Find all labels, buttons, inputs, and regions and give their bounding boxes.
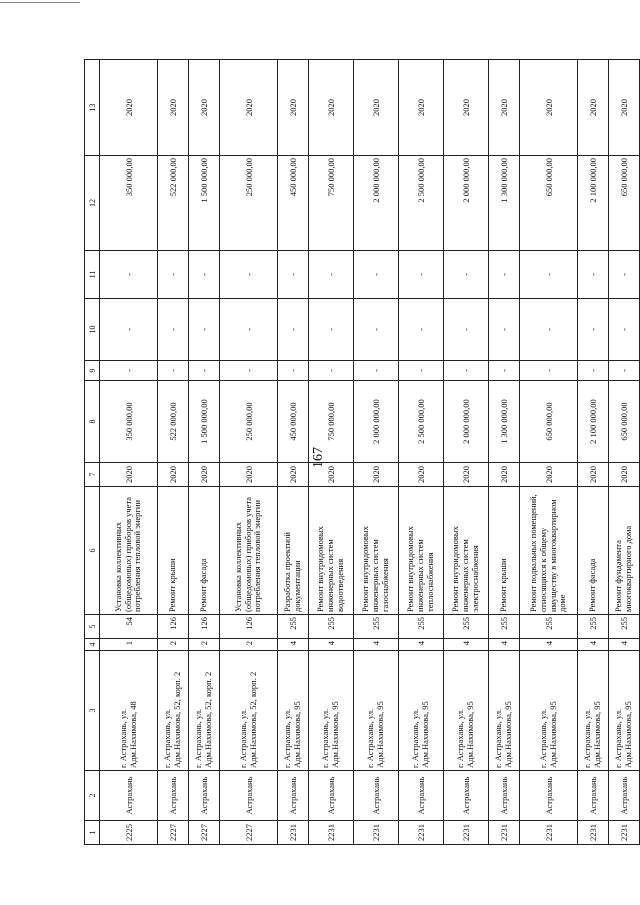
cell-col13-year: 2020 bbox=[489, 60, 520, 156]
cell-col5: 255 bbox=[578, 615, 609, 639]
cell-city: Астрахань bbox=[278, 771, 309, 821]
cell-col13-year: 2020 bbox=[158, 60, 189, 156]
cell-work-type: Ремонт внутридомовых инженерных систем теплоснабжения bbox=[399, 487, 444, 615]
cell-id: 2227 bbox=[158, 821, 189, 845]
cell-col10: - bbox=[278, 299, 309, 361]
cell-col4: 4 bbox=[489, 639, 520, 651]
cell-col12-cost: 1 300 000,00 bbox=[489, 156, 520, 251]
cell-year: 2020 bbox=[278, 463, 309, 487]
table-row bbox=[609, 60, 640, 845]
table-row bbox=[220, 60, 278, 845]
cell-id: 2231 bbox=[278, 821, 309, 845]
page-number: 167 bbox=[311, 447, 326, 468]
table-row bbox=[189, 60, 220, 845]
cell-col5: 255 bbox=[399, 615, 444, 639]
cell-address: г. Астрахань, ул. Адм.Нахимова, 95 bbox=[399, 651, 444, 771]
cell-col5: 255 bbox=[609, 615, 640, 639]
cell-year: 2020 bbox=[578, 463, 609, 487]
cell-city: Астрахань bbox=[220, 771, 278, 821]
cell-col11: - bbox=[578, 251, 609, 299]
cell-city: Астрахань bbox=[609, 771, 640, 821]
cell-col5: 54 bbox=[100, 615, 158, 639]
cell-col5: 255 bbox=[489, 615, 520, 639]
cell-col4: 4 bbox=[309, 639, 354, 651]
cell-work-type: Ремонт внутридомовых инженерных систем газоснабжения bbox=[354, 487, 399, 615]
cell-col11: - bbox=[444, 251, 489, 299]
cell-col11: - bbox=[100, 251, 158, 299]
cell-col4: 4 bbox=[520, 639, 578, 651]
cell-id: 2231 bbox=[520, 821, 578, 845]
cell-address: г. Астрахань, ул. Адм.Нахимова, 95 bbox=[444, 651, 489, 771]
cell-col4: 4 bbox=[578, 639, 609, 651]
cell-col11: - bbox=[158, 251, 189, 299]
table-row bbox=[309, 60, 354, 845]
cell-col13-year: 2020 bbox=[609, 60, 640, 156]
cell-col5: 255 bbox=[278, 615, 309, 639]
cell-id: 2225 bbox=[100, 821, 158, 845]
cell-col11: - bbox=[609, 251, 640, 299]
cell-city: Астрахань bbox=[489, 771, 520, 821]
cell-year: 2020 bbox=[100, 463, 158, 487]
cell-col10: - bbox=[489, 299, 520, 361]
cell-address: г. Астрахань, ул. Адм.Нахимова, 95 bbox=[609, 651, 640, 771]
table-body bbox=[100, 60, 640, 845]
cell-col11: - bbox=[489, 251, 520, 299]
cell-col9: - bbox=[354, 361, 399, 381]
cell-col10: - bbox=[309, 299, 354, 361]
cell-work-type: Разработка проектной документации bbox=[278, 487, 309, 615]
cell-id: 2231 bbox=[444, 821, 489, 845]
column-number-3: 3 bbox=[85, 651, 100, 771]
cell-city: Астрахань bbox=[354, 771, 399, 821]
cell-address: г. Астрахань, ул. Адм.Нахимова, 52, корп. 2 bbox=[158, 651, 189, 771]
top-rule bbox=[0, 2, 80, 3]
cell-col5: 126 bbox=[189, 615, 220, 639]
cell-city: Астрахань bbox=[158, 771, 189, 821]
cell-total-cost: 650 000,00 bbox=[609, 381, 640, 463]
cell-col4: 4 bbox=[444, 639, 489, 651]
cell-total-cost: 650 000,00 bbox=[520, 381, 578, 463]
cell-total-cost: 2 000 000,00 bbox=[444, 381, 489, 463]
cell-year: 2020 bbox=[489, 463, 520, 487]
cell-col9: - bbox=[578, 361, 609, 381]
cell-col9: - bbox=[189, 361, 220, 381]
cell-year: 2020 bbox=[444, 463, 489, 487]
cell-col4: 2 bbox=[220, 639, 278, 651]
cell-work-type: Ремонт фундамента многоквартирного дома bbox=[609, 487, 640, 615]
repair-program-table bbox=[84, 59, 640, 845]
column-number-8: 8 bbox=[85, 381, 100, 463]
table-row bbox=[578, 60, 609, 845]
cell-address: г. Астрахань, ул. Адм.Нахимова, 95 bbox=[578, 651, 609, 771]
table-row bbox=[158, 60, 189, 845]
cell-work-type: Ремонт внутридомовых инженерных систем электроснабжения bbox=[444, 487, 489, 615]
cell-year: 2020 bbox=[309, 463, 354, 487]
cell-col9: - bbox=[489, 361, 520, 381]
cell-col13-year: 2020 bbox=[354, 60, 399, 156]
cell-total-cost: 2 500 000,00 bbox=[399, 381, 444, 463]
cell-address: г. Астрахань, ул. Адм.Нахимова, 95 bbox=[309, 651, 354, 771]
cell-col4: 4 bbox=[278, 639, 309, 651]
column-number-row bbox=[85, 60, 100, 845]
cell-address: г. Астрахань, ул. Адм.Нахимова, 52, корп. 2 bbox=[189, 651, 220, 771]
cell-address: г. Астрахань, ул. Адм.Нахимова, 95 bbox=[520, 651, 578, 771]
cell-id: 2231 bbox=[354, 821, 399, 845]
cell-col11: - bbox=[309, 251, 354, 299]
cell-city: Астрахань bbox=[309, 771, 354, 821]
cell-col9: - bbox=[278, 361, 309, 381]
cell-id: 2231 bbox=[489, 821, 520, 845]
cell-total-cost: 750 000,00 bbox=[309, 381, 354, 463]
cell-col10: - bbox=[609, 299, 640, 361]
column-number-5: 5 bbox=[85, 615, 100, 639]
cell-total-cost: 522 000,00 bbox=[158, 381, 189, 463]
cell-col10: - bbox=[354, 299, 399, 361]
cell-col12-cost: 450 000,00 bbox=[278, 156, 309, 251]
cell-total-cost: 350 000,00 bbox=[100, 381, 158, 463]
cell-col12-cost: 522 000,00 bbox=[158, 156, 189, 251]
cell-col13-year: 2020 bbox=[399, 60, 444, 156]
table-row bbox=[444, 60, 489, 845]
cell-col13-year: 2020 bbox=[578, 60, 609, 156]
cell-work-type: Ремонт внутридомовых инженерных систем водоотведения bbox=[309, 487, 354, 615]
cell-col9: - bbox=[100, 361, 158, 381]
table-row bbox=[489, 60, 520, 845]
cell-address: г. Астрахань, ул. Адм.Нахимова, 48 bbox=[100, 651, 158, 771]
cell-col12-cost: 1 500 000,00 bbox=[189, 156, 220, 251]
rotated-table-container bbox=[84, 60, 633, 845]
cell-id: 2231 bbox=[399, 821, 444, 845]
cell-year: 2020 bbox=[520, 463, 578, 487]
cell-col10: - bbox=[444, 299, 489, 361]
table-row bbox=[100, 60, 158, 845]
column-number-9: 9 bbox=[85, 361, 100, 381]
column-number-1: 1 bbox=[85, 821, 100, 845]
cell-total-cost: 250 000,00 bbox=[220, 381, 278, 463]
cell-year: 2020 bbox=[220, 463, 278, 487]
cell-col11: - bbox=[399, 251, 444, 299]
cell-col9: - bbox=[444, 361, 489, 381]
cell-col12-cost: 350 000,00 bbox=[100, 156, 158, 251]
cell-col11: - bbox=[354, 251, 399, 299]
cell-id: 2231 bbox=[578, 821, 609, 845]
cell-col4: 2 bbox=[158, 639, 189, 651]
cell-work-type: Ремонт фасада bbox=[578, 487, 609, 615]
cell-col11: - bbox=[278, 251, 309, 299]
table-row bbox=[399, 60, 444, 845]
table-row bbox=[520, 60, 578, 845]
cell-work-type: Ремонт крыши bbox=[489, 487, 520, 615]
cell-col4: 4 bbox=[399, 639, 444, 651]
cell-col13-year: 2020 bbox=[189, 60, 220, 156]
table-row bbox=[278, 60, 309, 845]
column-number-2: 2 bbox=[85, 771, 100, 821]
cell-col9: - bbox=[158, 361, 189, 381]
cell-city: Астрахань bbox=[189, 771, 220, 821]
cell-col4: 1 bbox=[100, 639, 158, 651]
cell-address: г. Астрахань, ул. Адм.Нахимова, 95 bbox=[489, 651, 520, 771]
cell-col9: - bbox=[520, 361, 578, 381]
cell-col12-cost: 2 100 000,00 bbox=[578, 156, 609, 251]
cell-col12-cost: 2 000 000,00 bbox=[444, 156, 489, 251]
cell-id: 2231 bbox=[609, 821, 640, 845]
cell-col11: - bbox=[189, 251, 220, 299]
cell-col13-year: 2020 bbox=[220, 60, 278, 156]
cell-id: 2231 bbox=[309, 821, 354, 845]
cell-city: Астрахань bbox=[578, 771, 609, 821]
cell-col12-cost: 750 000,00 bbox=[309, 156, 354, 251]
cell-total-cost: 1 300 000,00 bbox=[489, 381, 520, 463]
cell-col10: - bbox=[520, 299, 578, 361]
cell-work-type: Ремонт фасада bbox=[189, 487, 220, 615]
cell-col11: - bbox=[220, 251, 278, 299]
cell-work-type: Установка коллективных (общедомовых) приборов учета потребления тепловой энергии bbox=[220, 487, 278, 615]
cell-city: Астрахань bbox=[100, 771, 158, 821]
cell-col12-cost: 2 000 000,00 bbox=[354, 156, 399, 251]
cell-year: 2020 bbox=[609, 463, 640, 487]
cell-city: Астрахань bbox=[399, 771, 444, 821]
cell-col5: 255 bbox=[444, 615, 489, 639]
cell-col5: 255 bbox=[354, 615, 399, 639]
cell-address: г. Астрахань, ул. Адм.Нахимова, 95 bbox=[278, 651, 309, 771]
cell-year: 2020 bbox=[399, 463, 444, 487]
cell-total-cost: 1 500 000,00 bbox=[189, 381, 220, 463]
cell-col10: - bbox=[100, 299, 158, 361]
cell-col5: 126 bbox=[158, 615, 189, 639]
cell-col9: - bbox=[309, 361, 354, 381]
cell-col10: - bbox=[189, 299, 220, 361]
cell-col5: 255 bbox=[309, 615, 354, 639]
cell-col13-year: 2020 bbox=[100, 60, 158, 156]
cell-col4: 2 bbox=[189, 639, 220, 651]
cell-total-cost: 2 100 000,00 bbox=[578, 381, 609, 463]
cell-col12-cost: 650 000,00 bbox=[609, 156, 640, 251]
cell-id: 2227 bbox=[189, 821, 220, 845]
column-number-4: 4 bbox=[85, 639, 100, 651]
cell-col12-cost: 650 000,00 bbox=[520, 156, 578, 251]
cell-col9: - bbox=[220, 361, 278, 381]
cell-address: г. Астрахань, ул. Адм.Нахимова, 52, корп. 2 bbox=[220, 651, 278, 771]
cell-col13-year: 2020 bbox=[278, 60, 309, 156]
cell-col10: - bbox=[158, 299, 189, 361]
cell-work-type: Ремонт крыши bbox=[158, 487, 189, 615]
cell-total-cost: 2 000 000,00 bbox=[354, 381, 399, 463]
cell-city: Астрахань bbox=[444, 771, 489, 821]
cell-year: 2020 bbox=[354, 463, 399, 487]
cell-col5: 126 bbox=[220, 615, 278, 639]
column-number-13: 13 bbox=[85, 60, 100, 156]
cell-col12-cost: 250 000,00 bbox=[220, 156, 278, 251]
cell-city: Астрахань bbox=[520, 771, 578, 821]
cell-work-type: Установка коллективных (общедомовых) приборов учета потребления тепловой энергии bbox=[100, 487, 158, 615]
cell-col10: - bbox=[399, 299, 444, 361]
cell-col4: 4 bbox=[609, 639, 640, 651]
column-number-6: 6 bbox=[85, 487, 100, 615]
column-number-7: 7 bbox=[85, 463, 100, 487]
cell-col12-cost: 2 500 000,00 bbox=[399, 156, 444, 251]
cell-col10: - bbox=[578, 299, 609, 361]
cell-col11: - bbox=[520, 251, 578, 299]
cell-col9: - bbox=[609, 361, 640, 381]
cell-col4: 4 bbox=[354, 639, 399, 651]
cell-year: 2020 bbox=[189, 463, 220, 487]
cell-col5: 255 bbox=[520, 615, 578, 639]
table-row bbox=[354, 60, 399, 845]
cell-col9: - bbox=[399, 361, 444, 381]
cell-col13-year: 2020 bbox=[520, 60, 578, 156]
column-number-11: 11 bbox=[85, 251, 100, 299]
cell-address: г. Астрахань, ул. Адм.Нахимова, 95 bbox=[354, 651, 399, 771]
cell-year: 2020 bbox=[158, 463, 189, 487]
cell-total-cost: 450 000,00 bbox=[278, 381, 309, 463]
column-number-10: 10 bbox=[85, 299, 100, 361]
cell-col13-year: 2020 bbox=[309, 60, 354, 156]
cell-work-type: Ремонт подвальных помещений, относящихся к общему имуществу в многоквартирном доме bbox=[520, 487, 578, 615]
cell-col10: - bbox=[220, 299, 278, 361]
column-number-12: 12 bbox=[85, 156, 100, 251]
cell-col13-year: 2020 bbox=[444, 60, 489, 156]
cell-id: 2227 bbox=[220, 821, 278, 845]
